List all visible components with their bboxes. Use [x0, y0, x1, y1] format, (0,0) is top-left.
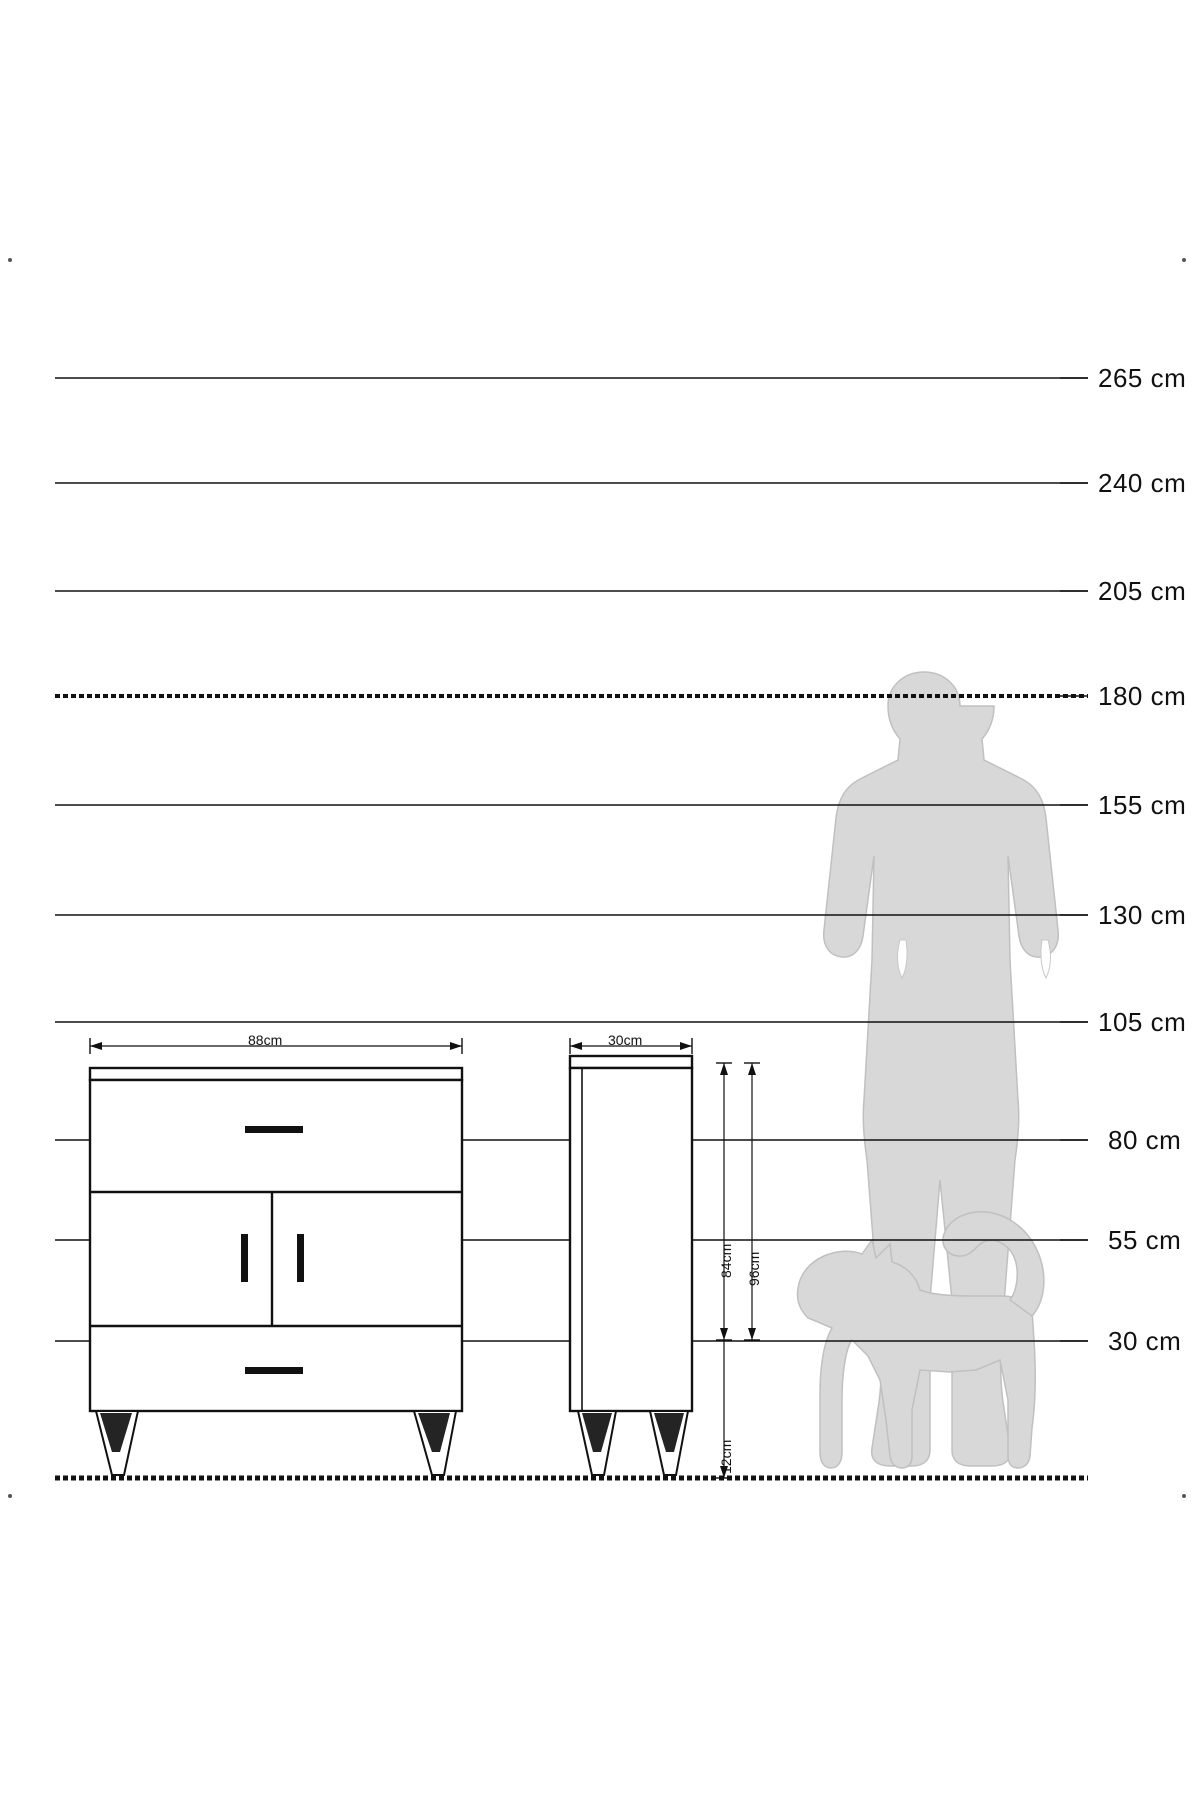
scale-label-155: 155 cm [1098, 790, 1187, 820]
scale-label-240: 240 cm [1098, 468, 1187, 498]
label-leg-height: 12cm [718, 1439, 734, 1474]
scale-label-55: 55 cm [1108, 1225, 1182, 1255]
scale-label-180: 180 cm [1098, 681, 1187, 711]
dimension-tall-unit-height [716, 1063, 732, 1340]
scale-label-30: 30 cm [1108, 1326, 1182, 1356]
scale-label-80: 80 cm [1108, 1125, 1182, 1155]
cabinet-handle-right-door [297, 1234, 304, 1282]
scale-label-105: 105 cm [1098, 1007, 1187, 1037]
cabinet-handle-left-door [241, 1234, 248, 1282]
scale-label-265: 265 cm [1098, 363, 1187, 393]
cabinet-handle-bottom-drawer [245, 1367, 303, 1374]
scale-label-130: 130 cm [1098, 900, 1187, 930]
sideboard-cabinet [90, 1068, 462, 1475]
dimension-tall-unit-total-height [744, 1063, 760, 1340]
tall-cabinet [570, 1056, 692, 1475]
label-cabinet-width: 88cm [248, 1032, 283, 1048]
label-tall-unit-total-height: 96cm [746, 1251, 762, 1286]
cabinet-handle-top-drawer [245, 1126, 303, 1133]
label-tall-unit-height: 84cm [718, 1243, 734, 1278]
label-tall-unit-width: 30cm [608, 1032, 643, 1048]
scale-label-205: 205 cm [1098, 576, 1187, 606]
